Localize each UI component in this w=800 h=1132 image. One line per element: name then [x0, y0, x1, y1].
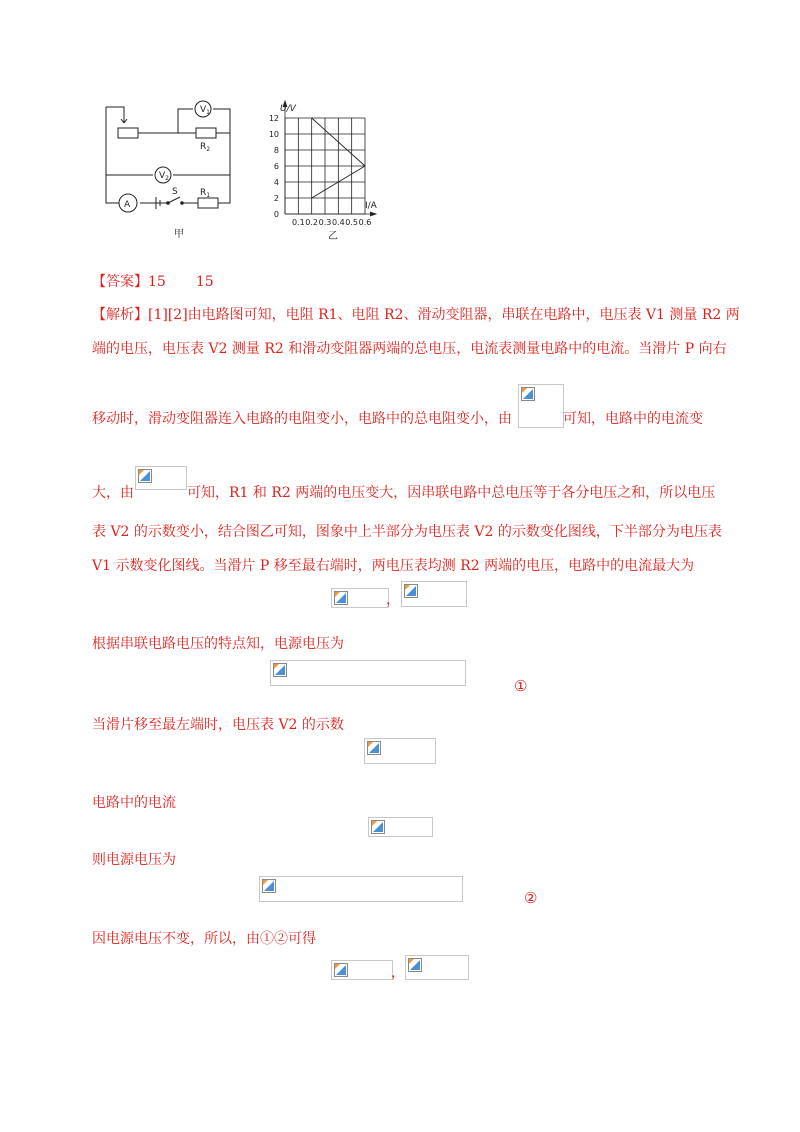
answer-value-2: 15: [195, 274, 214, 290]
formula-image-u-ir: [135, 466, 187, 490]
broken-image-icon: [334, 591, 348, 605]
broken-image-icon: [262, 879, 276, 893]
x-tick-label: 0.4: [331, 218, 345, 227]
formula-image-r1-result: [331, 960, 393, 980]
y-axis-label: U/V: [280, 104, 296, 114]
comma-2: ，: [391, 965, 405, 981]
formula-image-equation-1: [270, 660, 466, 686]
analysis-line-11: 因电源电压不变，所以，由①②可得: [92, 931, 316, 947]
x-tick-label: 0.2: [305, 218, 319, 227]
r1-label: $R_1$: [200, 188, 211, 199]
analysis-text-1: [1][2]由电路图可知，电阻 R1、电阻 R2、滑动变阻器，串联在电路中，电压表 V1 测量 R2 两: [148, 307, 740, 323]
ammeter-label: A: [124, 200, 131, 210]
formula-image-imin: [368, 817, 433, 837]
y-tick-label: 10: [268, 130, 279, 139]
formula-image-equation-2: [259, 876, 463, 902]
x-axis-label: I/A: [365, 201, 377, 211]
figure: [90, 95, 400, 245]
analysis-line-5: 表 V2 的示数变小，结合图乙可知，图象中上半部分为电压表 V2 的示数变化图线，下半部分为电压表: [92, 524, 722, 540]
formula-image-imax: [331, 588, 389, 608]
analysis-line-10: 则电源电压为: [92, 852, 176, 868]
broken-image-icon: [521, 387, 535, 401]
formula-image-v2-reading: [364, 738, 436, 764]
equation-mark-2: ②: [524, 889, 538, 907]
analysis-line-3a: 移动时，滑动变阻器连入电路的电阻变小，电路中的总电阻变小，由: [92, 411, 512, 427]
y-tick-label: 8: [273, 146, 279, 155]
answer-line: [92, 272, 214, 292]
broken-image-icon: [334, 963, 348, 977]
comma-1: ，: [386, 592, 400, 608]
y-tick-label: 4: [273, 178, 279, 187]
x-tick-label: 0.3: [318, 218, 332, 227]
y-tick-label: 6: [273, 162, 279, 171]
analysis-line-2: 端的电压，电压表 V2 测量 R2 和滑动变阻器两端的总电压，电流表测量电路中的电流。当滑片 P 向右: [92, 341, 727, 357]
circuit-caption: 甲: [174, 229, 184, 240]
r2-resistor: [196, 128, 216, 138]
analysis-line-4b: 可知，R1 和 R2 两端的电压变大，因串联电路中总电压等于各分电压之和，所以电压: [187, 485, 716, 501]
x-axis-arrow: [370, 212, 376, 216]
broken-image-icon: [408, 958, 422, 972]
formula-image-ohms-law: [518, 384, 564, 428]
graph-caption: 乙: [328, 231, 338, 242]
switch-label: S: [172, 187, 178, 197]
analysis-label: 【解析】: [92, 307, 148, 323]
answer-value-1: 15: [148, 274, 166, 290]
analysis-line-1: [92, 305, 740, 325]
analysis-line-9: 电路中的电流: [92, 795, 176, 811]
broken-image-icon: [371, 820, 385, 834]
graph: [269, 101, 378, 242]
y-tick-label: 0: [273, 210, 279, 219]
x-tick-label: 0.5: [345, 218, 359, 227]
r2-label: $R_2$: [200, 142, 211, 153]
broken-image-icon: [273, 663, 287, 677]
analysis-line-6: V1 示数变化图线。当滑片 P 移至最右端时，两电压表均测 R2 两端的电压，电路中的电流最大为: [92, 558, 695, 574]
x-tick-label: 0.6: [358, 218, 372, 227]
rheostat-symbol: [118, 128, 138, 138]
y-tick-label: 12: [268, 114, 279, 123]
formula-image-u1: [401, 581, 467, 607]
formula-image-u-result: [405, 955, 469, 980]
y-tick-label: 2: [273, 194, 279, 203]
analysis-line-7: 根据串联电路电压的特点知，电源电压为: [92, 636, 344, 652]
circuit-diagram: [106, 101, 230, 212]
v2-label: $V_2$: [159, 171, 169, 182]
x-tick-label: 0.1: [291, 218, 305, 227]
equation-mark-1: ①: [514, 677, 528, 695]
analysis-line-8: 当滑片移至最左端时，电压表 V2 的示数: [92, 717, 344, 733]
v1-label: $V_1$: [200, 105, 210, 116]
answer-label: 【答案】: [92, 274, 148, 290]
r1-resistor: [198, 198, 218, 208]
broken-image-icon: [404, 584, 418, 598]
analysis-line-3b: 可知，电路中的电流变: [563, 411, 703, 427]
analysis-line-4a: 大，由: [92, 485, 134, 501]
switch-symbol: [168, 197, 180, 203]
broken-image-icon: [367, 741, 381, 755]
broken-image-icon: [138, 469, 152, 483]
